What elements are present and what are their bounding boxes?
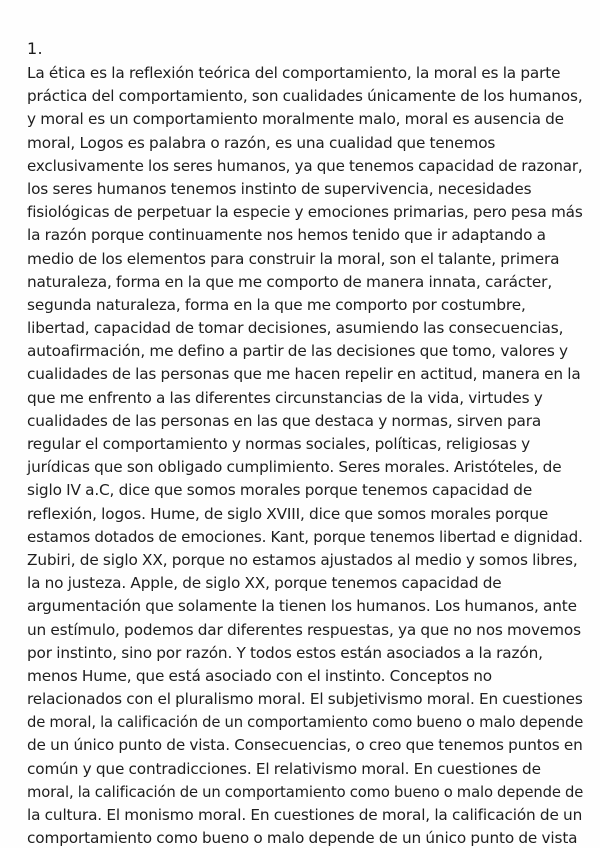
section-number: 1. (27, 39, 43, 58)
text-line: moral, Logos es palabra o razón, es una cualidad que tenemos (27, 133, 496, 152)
text-line: por instinto, sino por razón. Y todos estos están asociados a la razón, (27, 643, 543, 662)
text-line: moral, la calificación de un comportamiento como bueno o malo depende de (27, 782, 584, 801)
text-line: La ética es la reflexión teórica del comportamiento, la moral es la parte (27, 64, 561, 82)
text-line: Zubiri, de siglo XX, porque no estamos ajustados al medio y somos libres, (27, 550, 578, 569)
text-line: jurídicas que son obligado cumplimiento. Seres morales. Aristóteles, de (27, 458, 562, 477)
text-line: práctica del comportamiento, son cualidades únicamente de los humanos, (27, 87, 583, 106)
text-line: relacionados con el pluralismo moral. El subjetivismo moral. En cuestiones (27, 690, 583, 709)
text-line: exclusivamente los seres humanos, ya que tenemos capacidad de razonar, (27, 156, 583, 175)
handwritten-text-body (27, 62, 583, 850)
text-line: regular el comportamiento y normas sociales, políticas, religiosas y (27, 435, 531, 453)
text-line: libertad, capacidad de tomar decisiones, asumiendo las consecuencias, (27, 319, 564, 338)
text-line: de moral, la calificación de un comportamiento como bueno o malo depende (27, 713, 584, 732)
text-line: argumentación que solamente la tienen los humanos. Los humanos, ante (27, 597, 577, 616)
text-line: la no justeza. Apple, de siglo XX, porque tenemos capacidad de (27, 574, 502, 593)
text-line: reflexión, logos. Hume, de siglo XVIII, dice que somos morales porque (27, 504, 549, 523)
text-line: los seres humanos tenemos instinto de supervivencia, necesidades (27, 179, 532, 198)
text-line: menos Hume, que está asociado con el instinto. Conceptos no (27, 666, 492, 685)
text-line: y moral es un comportamiento moralmente malo, moral es ausencia de (27, 110, 564, 129)
text-line: de un único punto de vista. Consecuencias, o creo que tenemos puntos en (27, 736, 583, 755)
text-line: siglo IV a.C, dice que somos morales porque tenemos capacidad de (27, 481, 533, 500)
text-line: cualidades de las personas en las que destaca y normas, sirven para (27, 411, 542, 430)
text-line: la cultura. El monismo moral. En cuestiones de moral, la calificación de un (27, 806, 583, 824)
text-line: segunda naturaleza, forma en la que me comporto por costumbre, (27, 295, 526, 314)
text-line: que me enfrento a las diferentes circunstancias de la vida, virtudes y (27, 388, 543, 407)
text-line: comportamiento como bueno o malo depende de un único punto de vista (27, 829, 578, 848)
text-line: fisiológicas de perpetuar la especie y emociones primarias, pero pesa más (27, 203, 583, 222)
text-line: estamos dotados de emociones. Kant, porque tenemos libertad e dignidad. (27, 527, 583, 546)
text-line: autoafirmación, me defino a partir de las decisiones que tomo, valores y (27, 342, 568, 361)
text-line: común y que contradicciones. El relativismo moral. En cuestiones de (27, 759, 541, 778)
text-line: un estímulo, podemos dar diferentes respuestas, ya que no nos movemos (27, 620, 581, 639)
text-line: naturaleza, forma en la que me comporto de manera innata, carácter, (27, 272, 553, 291)
text-line: medio de los elementos para construir la moral, son el talante, primera (27, 249, 560, 268)
text-line: la razón porque continuamente nos hemos tenido que ir adaptando a (27, 226, 546, 245)
text-line: cualidades de las personas que me hacen repelir en actitud, manera en la (27, 365, 581, 384)
